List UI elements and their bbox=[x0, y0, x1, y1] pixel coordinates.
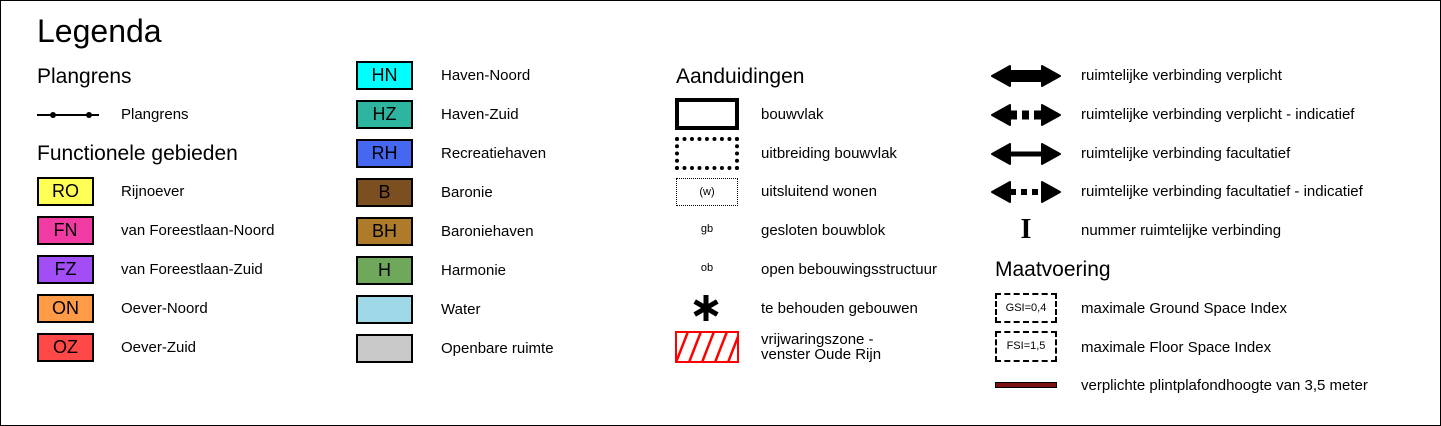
maatvoering-heading: Maatvoering bbox=[995, 258, 1111, 281]
swatch-label-on: Oever-Noord bbox=[121, 300, 208, 317]
swatch-label-hn: Haven-Noord bbox=[441, 67, 531, 84]
nummer-symbol: I bbox=[1020, 214, 1032, 245]
swatch-hn: HN bbox=[356, 61, 413, 90]
swatch-item-6 bbox=[356, 295, 413, 324]
vrijwaringszone-hatch-symbol bbox=[675, 331, 739, 363]
gsi-symbol: GSI=0,4 bbox=[995, 293, 1057, 323]
plint-label: verplichte plintplafondhoogte van 3,5 meter bbox=[1081, 377, 1368, 394]
swatch-label-item-7: Openbare ruimte bbox=[441, 340, 554, 357]
uitbreiding-bouwvlak-symbol bbox=[675, 137, 739, 170]
fsi-label: maximale Floor Space Index bbox=[1081, 339, 1272, 356]
gesloten-bouwblok-label: gesloten bouwblok bbox=[761, 222, 886, 239]
double-arrow-solid-thin-icon bbox=[990, 142, 1062, 166]
legend-title: Legenda bbox=[37, 13, 162, 49]
uitsluitend-wonen-symbol: (w) bbox=[676, 178, 738, 206]
swatch-hz: HZ bbox=[356, 100, 413, 129]
fsi-symbol: FSI=1,5 bbox=[995, 331, 1057, 362]
swatch-label-h: Harmonie bbox=[441, 262, 507, 279]
swatch-label-b: Baronie bbox=[441, 184, 493, 201]
aanduidingen-heading: Aanduidingen bbox=[676, 65, 805, 88]
swatch-label-fz: van Foreestlaan-Zuid bbox=[121, 261, 263, 278]
uitbreiding-bouwvlak-label: uitbreiding bouwvlak bbox=[761, 145, 897, 162]
double-arrow-dashed-thick-icon bbox=[990, 103, 1062, 127]
swatch-b: B bbox=[356, 178, 413, 207]
swatch-label-bh: Baroniehaven bbox=[441, 223, 534, 240]
asterisk-icon bbox=[691, 293, 721, 323]
uitsluitend-wonen-label: uitsluitend wonen bbox=[761, 183, 877, 200]
gesloten-bouwblok-symbol: gb bbox=[700, 223, 714, 235]
plangrens-line-symbol bbox=[37, 109, 101, 121]
swatch-label-fn: van Foreestlaan-Noord bbox=[121, 222, 275, 239]
swatch-item-7 bbox=[356, 334, 413, 363]
functionele-heading: Functionele gebieden bbox=[37, 142, 238, 165]
verbinding-facultatief-label: ruimtelijke verbinding facultatief bbox=[1081, 145, 1291, 162]
open-bebouwing-label: open bebouwingsstructuur bbox=[761, 261, 937, 278]
plangrens-heading: Plangrens bbox=[37, 65, 132, 88]
te-behouden-label: te behouden gebouwen bbox=[761, 300, 918, 317]
verbinding-verplicht-indicatief-label: ruimtelijke verbinding verplicht - indicatief bbox=[1081, 106, 1355, 123]
verbinding-facultatief-indicatief-label: ruimtelijke verbinding facultatief - indicatief bbox=[1081, 183, 1363, 200]
swatch-label-hz: Haven-Zuid bbox=[441, 106, 519, 123]
swatch-bh: BH bbox=[356, 217, 413, 246]
swatch-oz: OZ bbox=[37, 333, 94, 362]
bouwvlak-label: bouwvlak bbox=[761, 106, 824, 123]
gsi-label: maximale Ground Space Index bbox=[1081, 300, 1287, 317]
swatch-label-rh: Recreatiehaven bbox=[441, 145, 547, 162]
plint-line-symbol bbox=[995, 382, 1057, 388]
vrijwaringszone-label-1: vrijwaringszone - bbox=[761, 331, 874, 348]
double-arrow-dashed-thin-icon bbox=[990, 180, 1062, 204]
vrijwaringszone-label-2: venster Oude Rijn bbox=[761, 346, 882, 363]
swatch-ro: RO bbox=[37, 177, 94, 206]
swatch-fn: FN bbox=[37, 216, 94, 245]
swatch-rh: RH bbox=[356, 139, 413, 168]
double-arrow-solid-thick-icon bbox=[990, 64, 1062, 88]
nummer-verbinding-label: nummer ruimtelijke verbinding bbox=[1081, 222, 1282, 239]
verbinding-verplicht-label: ruimtelijke verbinding verplicht bbox=[1081, 67, 1282, 84]
swatch-fz: FZ bbox=[37, 255, 94, 284]
open-bebouwing-symbol: ob bbox=[700, 262, 714, 274]
swatch-label-oz: Oever-Zuid bbox=[121, 339, 197, 356]
bouwvlak-symbol bbox=[675, 98, 739, 130]
swatch-label-item-6: Water bbox=[441, 301, 481, 318]
swatch-h: H bbox=[356, 256, 413, 285]
swatch-label-ro: Rijnoever bbox=[121, 183, 185, 200]
plangrens-label: Plangrens bbox=[121, 106, 189, 123]
swatch-on: ON bbox=[37, 294, 94, 323]
